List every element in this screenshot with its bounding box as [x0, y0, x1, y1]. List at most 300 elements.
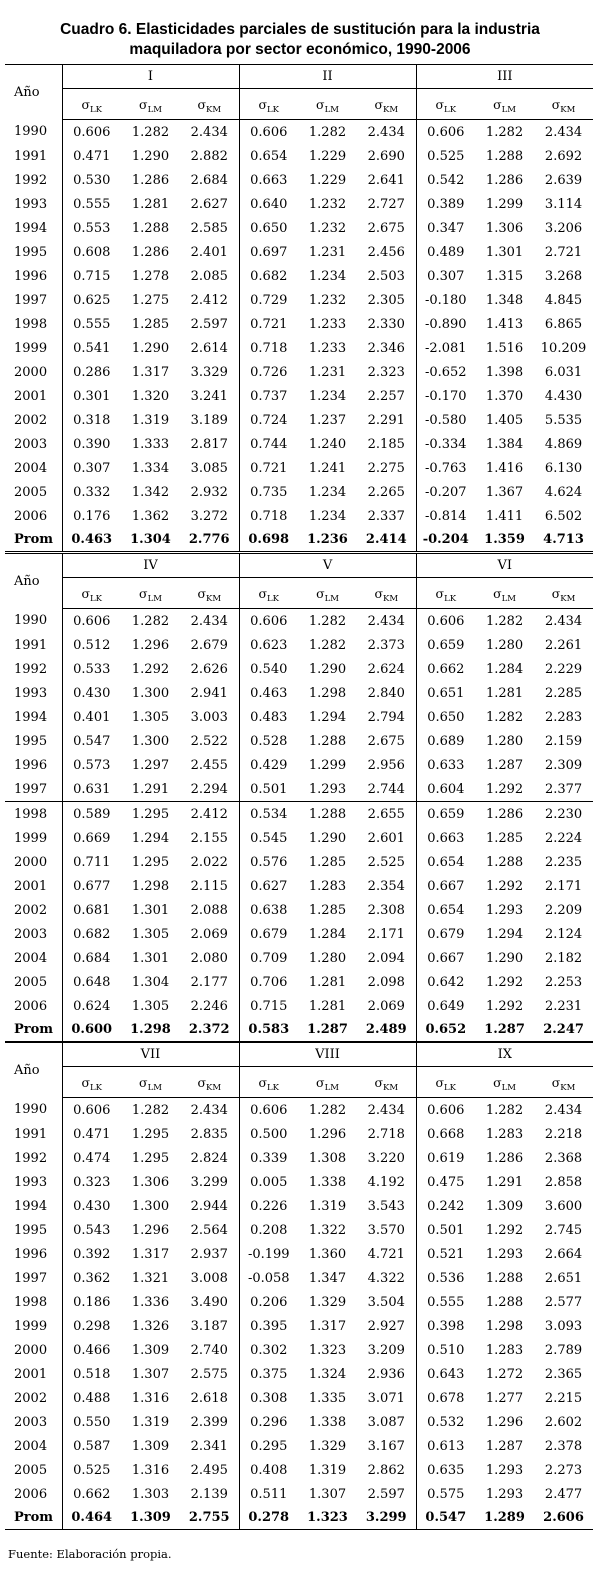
average-value: 1.289	[475, 1506, 534, 1530]
value-cell: 0.697	[239, 240, 298, 264]
source-footnote: Fuente: Elaboración propia.	[8, 1547, 172, 1561]
value-cell: 0.339	[239, 1146, 298, 1170]
value-cell: 6.865	[544, 316, 583, 332]
value-cell: 2.330	[367, 316, 405, 332]
value-cell: 1.338	[308, 1174, 347, 1190]
value-cell: 1.277	[485, 1390, 524, 1406]
value-cell: 2.624	[367, 661, 405, 677]
table-row	[5, 456, 593, 480]
table-row	[5, 216, 593, 240]
value-cell: 2.835	[190, 1126, 228, 1142]
value-cell: 2.840	[367, 685, 405, 701]
value-cell: 0.651	[416, 681, 475, 705]
value-cell: 1.293	[485, 902, 524, 918]
table-row	[5, 681, 593, 705]
value-cell: 2.354	[367, 878, 405, 894]
value-cell: 2.655	[367, 806, 405, 822]
value-cell: 0.640	[239, 192, 298, 216]
sigma-header	[475, 89, 534, 120]
value-cell: 2.231	[544, 998, 583, 1014]
sigma-header	[239, 1067, 298, 1098]
value-cell: 2.253	[544, 974, 583, 990]
value-cell: 0.721	[239, 312, 298, 336]
value-cell: 0.735	[239, 480, 298, 504]
value-cell: 1.290	[131, 148, 170, 164]
value-cell: 1.307	[308, 1486, 347, 1502]
value-cell: 0.501	[416, 1218, 475, 1242]
value-cell: 2.614	[190, 340, 228, 356]
table-row	[5, 1434, 593, 1458]
value-cell: 1.293	[298, 777, 357, 802]
year-cell: 2000	[14, 854, 48, 870]
table-row	[5, 922, 593, 946]
year-cell: 1999	[14, 340, 48, 356]
sigma-header	[475, 1067, 534, 1098]
value-cell: 2.373	[367, 637, 405, 653]
value-cell: 0.429	[239, 753, 298, 777]
value-cell: 2.171	[367, 926, 405, 942]
sigma-subscript: LK	[267, 104, 280, 115]
value-cell: 1.293	[485, 1486, 524, 1502]
year-cell: 2003	[14, 926, 48, 942]
value-cell: 1.232	[308, 220, 347, 236]
year-cell: 2001	[14, 1366, 48, 1382]
value-cell: 2.434	[544, 613, 583, 629]
value-cell: 0.631	[62, 777, 121, 802]
average-value: 1.236	[298, 528, 357, 552]
value-cell: 2.094	[367, 950, 405, 966]
sigma-symbol: σ	[435, 1074, 445, 1090]
value-cell: 1.280	[308, 950, 347, 966]
value-cell: 1.296	[308, 1126, 347, 1142]
value-cell: 1.317	[131, 1246, 170, 1262]
average-value: 2.414	[357, 528, 416, 552]
value-cell: 1.315	[485, 268, 524, 284]
sigma-symbol: σ	[197, 96, 206, 112]
value-cell: 0.587	[62, 1434, 121, 1458]
value-cell: 1.324	[308, 1366, 347, 1382]
value-cell: 3.093	[544, 1318, 583, 1334]
value-cell: 1.326	[131, 1318, 170, 1334]
value-cell: 0.619	[416, 1146, 475, 1170]
value-cell: 3.570	[367, 1222, 405, 1238]
value-cell: 0.648	[62, 970, 121, 994]
table-row	[5, 777, 593, 802]
year-cell: 2002	[14, 412, 48, 428]
value-cell: 0.532	[416, 1410, 475, 1434]
value-cell: 1.286	[485, 172, 524, 188]
value-cell: -0.890	[416, 312, 475, 336]
value-cell: 1.234	[308, 484, 347, 500]
year-cell: 1998	[14, 806, 48, 822]
average-value: 2.606	[534, 1506, 593, 1530]
sigma-header-row	[5, 89, 593, 120]
value-cell: 2.434	[544, 1102, 583, 1118]
sector-header: I	[62, 65, 239, 89]
average-value: 1.359	[475, 528, 534, 552]
value-cell: 0.633	[416, 753, 475, 777]
value-cell: 1.305	[131, 998, 170, 1014]
value-cell: 2.177	[190, 974, 228, 990]
value-cell: 0.649	[416, 994, 475, 1018]
value-cell: 1.299	[308, 757, 347, 773]
year-cell: 1995	[14, 733, 48, 749]
sigma-symbol: σ	[258, 1074, 268, 1090]
value-cell: 2.434	[367, 613, 405, 629]
value-cell: 2.273	[544, 1462, 583, 1478]
average-label: Prom	[5, 528, 62, 552]
average-row	[5, 1506, 593, 1530]
year-cell: 1993	[14, 1174, 48, 1190]
value-cell: 2.209	[544, 902, 583, 918]
value-cell: 0.362	[62, 1266, 121, 1290]
table-row	[5, 994, 593, 1018]
value-cell: 1.316	[131, 1390, 170, 1406]
value-cell: 1.295	[131, 854, 170, 870]
value-cell: 0.662	[416, 657, 475, 681]
table-row	[5, 1290, 593, 1314]
value-cell: 0.332	[62, 480, 121, 504]
table-row	[5, 970, 593, 994]
value-cell: 2.434	[190, 1102, 228, 1118]
table-row	[5, 1458, 593, 1482]
value-cell: 1.316	[131, 1462, 170, 1478]
sector-header-row	[5, 554, 593, 578]
value-cell: 0.613	[416, 1434, 475, 1458]
value-cell: 2.368	[544, 1150, 583, 1166]
sigma-symbol: σ	[258, 585, 268, 601]
value-cell: 0.650	[416, 705, 475, 729]
value-cell: 0.642	[416, 970, 475, 994]
sigma-header	[357, 578, 416, 609]
value-cell: 1.280	[485, 733, 524, 749]
value-cell: 2.618	[190, 1390, 228, 1406]
value-cell: 1.384	[485, 436, 524, 452]
value-cell: 3.329	[190, 364, 228, 380]
year-cell: 2006	[14, 1486, 48, 1502]
title-line-2: maquiladora por sector económico, 1990-2006	[129, 41, 471, 58]
value-cell: 1.294	[131, 830, 170, 846]
table-row	[5, 120, 593, 145]
average-value: 1.309	[121, 1506, 180, 1530]
average-label: Prom	[5, 1018, 62, 1042]
table-row	[5, 1194, 593, 1218]
value-cell: 2.230	[544, 806, 583, 822]
value-cell: 3.189	[190, 412, 228, 428]
value-cell: 2.434	[544, 124, 583, 140]
value-cell: 1.293	[485, 1246, 524, 1262]
value-cell: -0.207	[416, 480, 475, 504]
table-row	[5, 384, 593, 408]
value-cell: 1.309	[485, 1198, 524, 1214]
value-cell: 2.684	[190, 172, 228, 188]
year-cell: 1997	[14, 1270, 48, 1286]
average-value: 2.489	[357, 1018, 416, 1042]
value-cell: 1.411	[485, 508, 524, 524]
table-row	[5, 898, 593, 922]
value-cell: 0.659	[416, 633, 475, 657]
value-cell: 2.675	[367, 220, 405, 236]
value-cell: 0.627	[239, 874, 298, 898]
value-cell: -0.334	[416, 432, 475, 456]
sigma-subscript: LK	[90, 104, 103, 115]
value-cell: 0.650	[239, 216, 298, 240]
year-cell: 2001	[14, 878, 48, 894]
year-cell: 1991	[14, 1126, 48, 1142]
value-cell: 1.292	[131, 661, 170, 677]
year-cell: 1991	[14, 637, 48, 653]
table-row	[5, 1218, 593, 1242]
sigma-header	[298, 89, 357, 120]
sector-header: VI	[416, 554, 593, 578]
sigma-symbol: σ	[81, 96, 91, 112]
value-cell: 1.290	[308, 661, 347, 677]
value-cell: 1.298	[131, 878, 170, 894]
table-row	[5, 336, 593, 360]
value-cell: 2.185	[367, 436, 405, 452]
value-cell: 0.681	[62, 898, 121, 922]
value-cell: 0.604	[416, 777, 475, 802]
value-cell: 0.667	[416, 874, 475, 898]
value-cell: 2.155	[190, 830, 228, 846]
value-cell: 0.398	[416, 1314, 475, 1338]
value-cell: 0.606	[239, 120, 298, 145]
value-cell: 2.305	[367, 292, 405, 308]
sigma-header	[239, 89, 298, 120]
value-cell: 2.412	[190, 292, 228, 308]
value-cell: 0.295	[239, 1434, 298, 1458]
value-cell: 1.319	[308, 1462, 347, 1478]
value-cell: 2.455	[190, 757, 228, 773]
value-cell: 0.721	[239, 456, 298, 480]
value-cell: 1.283	[308, 878, 347, 894]
value-cell: 2.927	[367, 1318, 405, 1334]
value-cell: 0.684	[62, 946, 121, 970]
value-cell: 2.434	[367, 124, 405, 140]
value-cell: 1.362	[131, 508, 170, 524]
value-cell: 2.721	[544, 244, 583, 260]
sigma-symbol: σ	[139, 1074, 148, 1090]
year-cell: 1992	[14, 172, 48, 188]
value-cell: 1.295	[131, 1126, 170, 1142]
sigma-symbol: σ	[197, 585, 206, 601]
sigma-subscript: KM	[560, 1082, 576, 1093]
average-value: 0.464	[62, 1506, 121, 1530]
year-cell: 1997	[14, 292, 48, 308]
sigma-header	[357, 89, 416, 120]
value-cell: 0.555	[62, 192, 121, 216]
average-value: 0.652	[416, 1018, 475, 1042]
value-cell: 0.555	[62, 312, 121, 336]
value-cell: 3.187	[190, 1318, 228, 1334]
average-label: Prom	[5, 1506, 62, 1530]
sigma-symbol: σ	[374, 96, 383, 112]
year-cell: 1998	[14, 316, 48, 332]
sigma-symbol: σ	[435, 585, 445, 601]
value-cell: 2.932	[190, 484, 228, 500]
value-cell: 1.303	[131, 1486, 170, 1502]
value-cell: 0.635	[416, 1458, 475, 1482]
value-cell: 0.638	[239, 898, 298, 922]
value-cell: 1.298	[485, 1318, 524, 1334]
value-cell: 3.600	[544, 1198, 583, 1214]
average-value: 1.287	[298, 1018, 357, 1042]
value-cell: 1.307	[131, 1366, 170, 1382]
value-cell: 1.281	[485, 685, 524, 701]
value-cell: 6.031	[544, 364, 583, 380]
value-cell: 0.510	[416, 1338, 475, 1362]
value-cell: 0.625	[62, 288, 121, 312]
value-cell: 0.547	[62, 729, 121, 753]
value-cell: 2.069	[367, 998, 405, 1014]
sector-header: IV	[62, 554, 239, 578]
value-cell: 2.341	[190, 1438, 228, 1454]
value-cell: 4.845	[544, 292, 583, 308]
value-cell: 1.282	[131, 1102, 170, 1118]
value-cell: 4.192	[367, 1174, 405, 1190]
value-cell: 1.305	[131, 926, 170, 942]
table-row	[5, 1098, 593, 1123]
value-cell: 1.292	[475, 777, 534, 802]
value-cell: 0.662	[62, 1482, 121, 1506]
year-cell: 1995	[14, 244, 48, 260]
value-cell: 1.291	[121, 777, 180, 802]
year-cell: 2005	[14, 484, 48, 500]
value-cell: 1.323	[308, 1342, 347, 1358]
sigma-subscript: LM	[147, 104, 162, 115]
value-cell: 1.233	[308, 340, 347, 356]
sector-header: III	[416, 65, 593, 89]
value-cell: 1.285	[485, 830, 524, 846]
value-cell: 2.817	[190, 436, 228, 452]
sigma-header	[121, 1067, 180, 1098]
year-cell: 1994	[14, 220, 48, 236]
value-cell: 0.474	[62, 1146, 121, 1170]
value-cell: 2.399	[190, 1414, 228, 1430]
value-cell: 0.401	[62, 705, 121, 729]
year-header: Año	[5, 554, 62, 609]
value-cell: 3.220	[367, 1150, 405, 1166]
value-cell: 2.626	[190, 661, 228, 677]
sigma-symbol: σ	[81, 585, 91, 601]
value-cell: 1.285	[308, 854, 347, 870]
value-cell: 1.286	[485, 1150, 524, 1166]
value-cell: 2.080	[190, 950, 228, 966]
value-cell: 0.606	[416, 1098, 475, 1123]
value-cell: 1.347	[308, 1270, 347, 1286]
value-cell: 2.088	[190, 902, 228, 918]
value-cell: 1.234	[308, 388, 347, 404]
value-cell: 0.606	[62, 609, 121, 634]
value-cell: 0.242	[416, 1194, 475, 1218]
sigma-subscript: KM	[560, 593, 576, 604]
value-cell: 1.298	[308, 685, 347, 701]
value-cell: 2.377	[534, 777, 593, 802]
value-cell: 1.301	[131, 950, 170, 966]
value-cell: 1.237	[308, 412, 347, 428]
value-cell: -0.170	[416, 384, 475, 408]
value-cell: 1.320	[131, 388, 170, 404]
sigma-header-row	[5, 578, 593, 609]
value-cell: 1.321	[131, 1270, 170, 1286]
value-cell: 1.304	[131, 974, 170, 990]
value-cell: 1.300	[131, 1198, 170, 1214]
year-cell: 1997	[5, 777, 62, 802]
value-cell: 2.944	[190, 1198, 228, 1214]
value-cell: 2.171	[544, 878, 583, 894]
sector-header: V	[239, 554, 416, 578]
year-cell: 1996	[14, 757, 48, 773]
value-cell: 2.602	[544, 1414, 583, 1430]
value-cell: 2.641	[367, 172, 405, 188]
value-cell: 2.246	[190, 998, 228, 1014]
sigma-symbol: σ	[551, 1074, 561, 1090]
value-cell: 1.317	[308, 1318, 347, 1334]
sigma-header	[534, 578, 593, 609]
table-row	[5, 1314, 593, 1338]
value-cell: 0.541	[62, 336, 121, 360]
table-row	[5, 408, 593, 432]
sigma-header	[534, 1067, 593, 1098]
value-cell: 3.268	[544, 268, 583, 284]
sigma-header	[239, 578, 298, 609]
sigma-header	[121, 89, 180, 120]
table-title	[0, 20, 600, 60]
elasticity-table-block-1	[5, 64, 593, 552]
table-row	[5, 609, 593, 634]
table-row	[5, 1242, 593, 1266]
value-cell: 1.285	[131, 316, 170, 332]
value-cell: 1.348	[485, 292, 524, 308]
value-cell: 0.395	[239, 1314, 298, 1338]
value-cell: 2.434	[190, 613, 228, 629]
table-row	[5, 633, 593, 657]
value-cell: 0.667	[416, 946, 475, 970]
value-cell: 4.430	[544, 388, 583, 404]
value-cell: 2.275	[367, 460, 405, 476]
value-cell: 0.347	[416, 216, 475, 240]
table-row	[5, 729, 593, 753]
value-cell: 1.282	[308, 124, 347, 140]
year-cell: 2002	[14, 902, 48, 918]
value-cell: 3.008	[190, 1270, 228, 1286]
value-cell: 1.300	[131, 733, 170, 749]
sigma-subscript: LM	[501, 104, 516, 115]
sigma-header	[121, 578, 180, 609]
value-cell: 0.682	[62, 922, 121, 946]
value-cell: 1.231	[308, 364, 347, 380]
average-row	[5, 528, 593, 552]
value-cell: 2.337	[367, 508, 405, 524]
value-cell: 1.232	[308, 292, 347, 308]
value-cell: 0.654	[416, 850, 475, 874]
year-cell: 2004	[14, 1438, 48, 1454]
average-value: -0.204	[416, 528, 475, 552]
table-row	[5, 1386, 593, 1410]
year-cell: 2006	[14, 998, 48, 1014]
value-cell: 0.500	[239, 1122, 298, 1146]
value-cell: 0.663	[416, 826, 475, 850]
value-cell: 3.087	[367, 1414, 405, 1430]
value-cell: 0.208	[239, 1218, 298, 1242]
value-cell: 2.575	[190, 1366, 228, 1382]
value-cell: 1.282	[131, 613, 170, 629]
sigma-symbol: σ	[493, 585, 502, 601]
value-cell: 0.668	[416, 1122, 475, 1146]
table-row	[5, 1362, 593, 1386]
table-row	[5, 1266, 593, 1290]
sigma-symbol: σ	[316, 1074, 325, 1090]
